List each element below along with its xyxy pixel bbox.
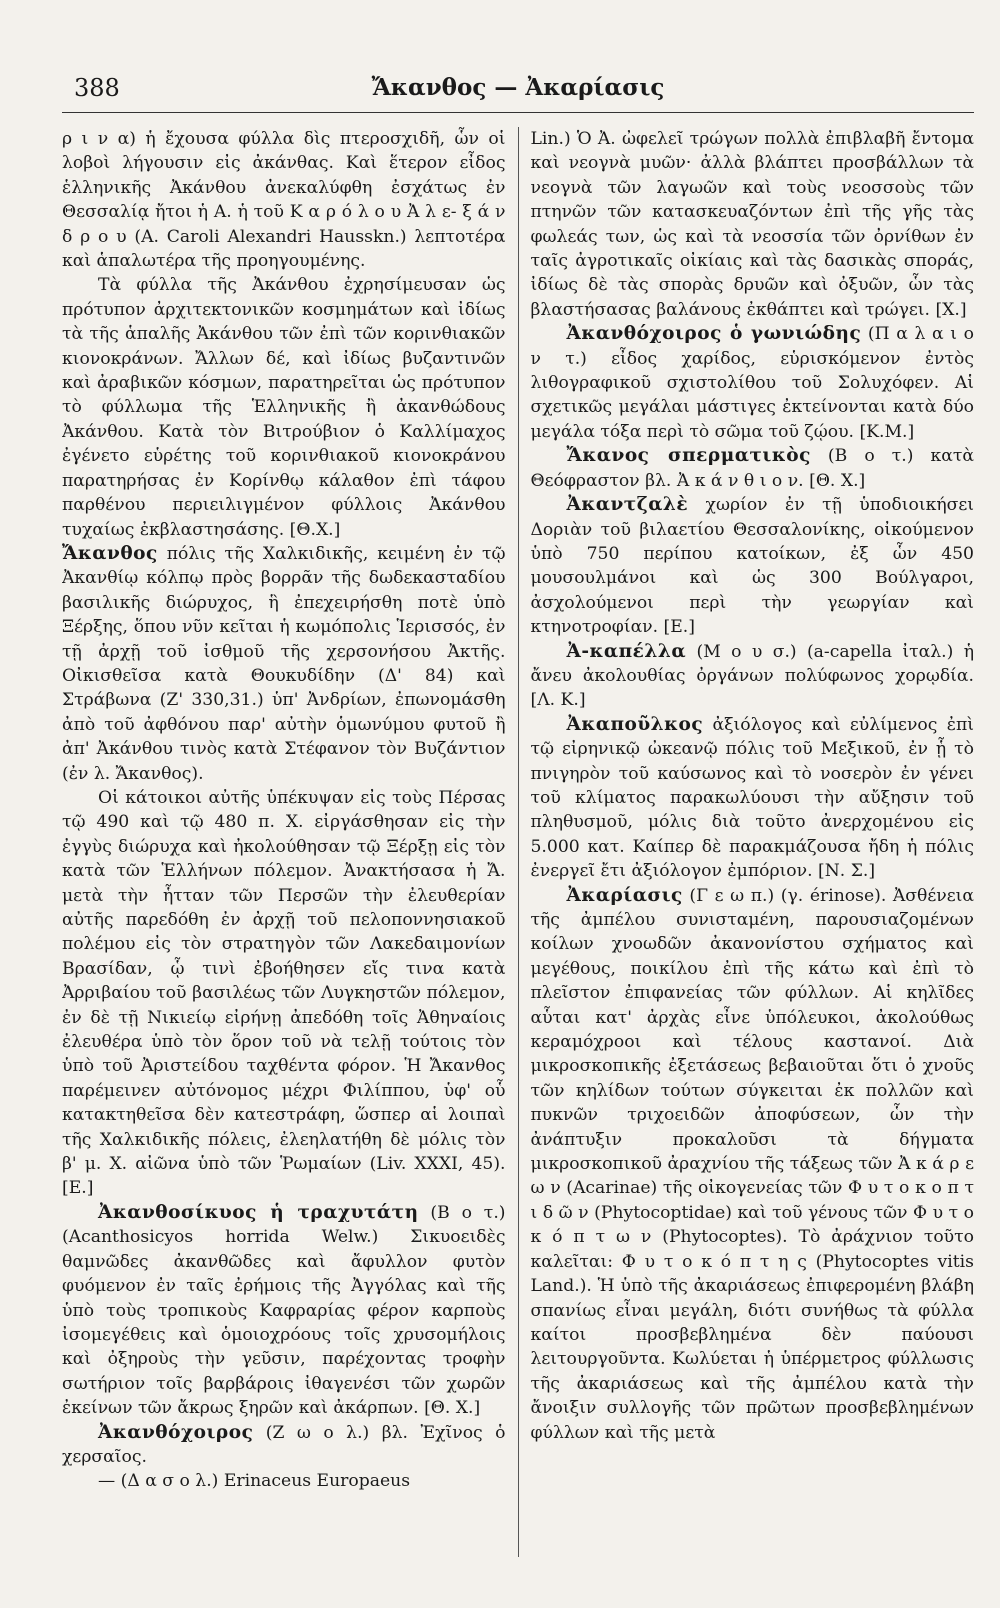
- entry-text: πόλις τῆς Χαλκιδικῆς, κειμένη ἐν τῷ Ἀκανθίῳ κόλπῳ πρὸς βορρᾶν τῆς δωδεκασταδίου βασιλικῆς διώρυχος, ἣ ἐπεχειρήσθη ποτὲ ὑπὸ Ξέρξης, ὅπου νῦν κεῖται ἡ κωμόπολις Ἱερισσός, ἐν τῇ ἀρχῇ τοῦ ἰσθμοῦ τῆς χερσονήσου Ἀκτῆς. Οἰκισθεῖσα κατὰ Θουκυδίδην (Δ' 84) καὶ Στράβωνα (Ζ' 330,31.) ὑπ' Ἀνδρίων, ἐπωνομάσθη ἀπὸ τοῦ ἀφθόνου παρ' αὐτὴν ὁμωνύμου φυτοῦ ἢ ἀπ' Ἀκάνθου τινὸς κατὰ Στέφανον τὸν Βυζάντιον (ἐν λ. Ἄκανθος).: [62, 543, 506, 784]
- entry-headword: Ἀκαρίασις: [566, 884, 683, 906]
- entry-text: (Γ ε ω π.) (γ. érinose). Ἀσθένεια τῆς ἀμπέλου συνισταμένη, παρουσιαζομένων κοίλων χνοωδῶν ἀκανονίστου σχήματος καὶ μεγέθους, ποικίλου ἐπὶ τῆς κάτω καὶ ἐπὶ τὸ πλεῖστον ἐπιφανείας τῶν φύλλων. Αἱ κηλῖδες αὗται κατ' ἀρχὰς εἶνε ὑπόλευκοι, ἀκολούθως κεραμόχροοι καὶ τέλους καστανοί. Διὰ μικροσκοπικῆς ἐξετάσεως βεβαιοῦται ὅτι ὁ χνοῦς τῶν κηλίδων τούτων σύγκειται ἐκ πολλῶν καὶ πυκνῶν τριχοειδῶν ἀποφύσεων, ὧν τὴν ἀνάπτυξιν προκαλοῦσι τὰ δήγματα μικροσκοπικοῦ ἀραχνίου τῆς τάξεως τῶν Ἀ κ ά ρ ε ω ν (Acarinae) τῆς οἰκογενείας τῶν Φ υ τ ο κ ο π τ ι δ ῶ ν (Phytocoptidae) καὶ τοῦ γένους τῶν Φ υ τ ο κ ό π τ ω ν (Phytocoptes). Τὸ ἀράχνιον τοῦτο καλεῖται: Φ υ τ ο κ ό π τ η ς (Phytocoptes vitis Land.). Ἡ ὑπὸ τῆς ἀκαριάσεως ἐπιφερομένη βλάβη σπανίως εἶναι μεγάλη, διότι συνήθως τὰ φύλλα καίτοι προσβεβλημένα δὲν παύουσι λειτουργοῦντα. Κωλύεται ἡ ὑπέρμετρος φύλλωσις τῆς ἀκαριάσεως καὶ τῆς ἀμπέλου κατὰ τὴν ἄνοιξιν συλλογῆς τῶν πρῶτων προσβεβλημένων φύλλων καὶ τῆς μετὰ: [530, 885, 974, 1443]
- dictionary-entry: [62, 1421, 506, 1470]
- entry-text: (Ζ ω ο λ.) βλ. Ἐχῖνος ὁ χερσαῖος.: [62, 1422, 506, 1467]
- entry-text: ἀξιόλογος καὶ εὐλίμενος ἐπὶ τῷ εἰρηνικῷ ὠκεανῷ πόλις τοῦ Μεξικοῦ, ἐν ᾗ τὸ πνιγηρὸν τοῦ καύσωνος καὶ τὸ νοσερὸν ἐν γένει τοῦ κλίματος παρακωλύουσι τὴν αὔξησιν τοῦ πληθυσμοῦ, μόλις διὰ τοῦτο ἀνερχομένου εἰς 5.000 κατ. Καίπερ δὲ παρακμάζουσα ἤδη ἡ πόλις ἐνεργεῖ ἔτι ἀξιόλογον ἐμπόριον. [Ν. Σ.]: [530, 714, 974, 882]
- dictionary-entry: [62, 786, 506, 1201]
- dictionary-entry: [62, 542, 506, 786]
- entry-headword: Ἄκανος σπερματικὸς: [566, 445, 811, 467]
- entry-headword: Ἀκαντζαλὲ: [566, 494, 689, 516]
- entry-headword: Ἄκανθος: [62, 542, 158, 564]
- entry-text: ρ ι ν α) ἡ ἔχουσα φύλλα δὶς πτεροσχιδῆ, ὧν οἱ λοβοὶ λήγουσιν εἰς ἀκάνθας. Καὶ ἕτερον εἶδος ἑλληνικῆς Ἀκάνθου ἀνεκαλύφθη ἐσχάτως ἐν Θεσσαλίᾳ ἤτοι ἡ Α. ἡ τοῦ Κ α ρ ό λ ο υ Ἀ λ ε- ξ ά ν δ ρ ο υ (A. Caroli Alexandri Hausskn.) λεπτοτέρα καὶ ἁπαλωτέρα τῆς προηγουμένης.: [62, 129, 506, 272]
- entry-headword: Ἀκαποῦλκος: [566, 713, 704, 735]
- entry-text: Lin.) Ὁ Ἀ. ὠφελεῖ τρώγων πολλὰ ἐπιβλαβῆ ἔντομα καὶ νεογνὰ μυῶν· ἀλλὰ βλάπτει προσβάλλων τὰ νεογνὰ τῶν λαγωῶν καὶ τοὺς νεοσσοὺς τῶν πτηνῶν τῶν κατασκευαζόντων ἐπὶ τῆς γῆς τὰς φωλεάς των, ὡς καὶ τὰ νεοσσία τῶν ὀρνίθων ἐν ταῖς ἀγροτικαῖς οἰκίαις καὶ τὰς δασικὰς σποράς, ἰδίως δὲ τὰς σπορὰς δρυῶν καὶ ὀξυῶν, ὧν τὰς βλαστήσασας βαλάνους ἐκθάπτει καὶ τρώγει. [Χ.]: [530, 129, 974, 320]
- dictionary-entry: [62, 273, 506, 541]
- entry-text: (Μ ο υ σ.) (a-capella ἰταλ.) ἡ ἄνευ ἀκολουθίας ὀργάνων πολύφωνος χορῳδία. [Λ. Κ.]: [530, 641, 974, 711]
- dictionary-entry: [62, 1201, 506, 1421]
- dictionary-entry: [531, 493, 975, 639]
- dictionary-entry: [62, 1469, 506, 1493]
- entry-headword: Ἀκανθόχοιρος: [98, 1421, 254, 1443]
- dictionary-entry: [531, 640, 975, 713]
- entry-headword: Ἀκανθόχοιρος ὁ γωνιώδης: [566, 323, 862, 345]
- entry-headword: Ἀ-καπέλλα: [566, 640, 687, 662]
- entry-text: (Β ο τ.) (Acanthosicyos horrida Welw.) Σικυοειδὲς θαμνῶδες ἀκανθῶδες καὶ ἄφυλλον φυτὸν φυόμενον ἐν ταῖς ἐρήμοις τῆς Ἀγγόλας καὶ τῆς ὑπὸ τοὺς τροπικοὺς Καφραρίας φέρον καρποὺς ἰσομεγέθεις καὶ ὁμοιοχρόους τοῖς χρυσομήλοις καὶ ὀξηροὺς τὴν γεῦσιν, παρέχοντας τροφὴν σωτήριον τοῖς βαρβάροις ἰθαγενέσι τῶν χωρῶν ἐκείνων τῶν ἄκρως ξηρῶν καὶ ἀκάρπων. [Θ. Χ.]: [62, 1202, 506, 1419]
- dictionary-entry: [531, 713, 975, 884]
- entry-text: (Π α λ α ι ο ν τ.) εἶδος χαρίδος, εὑρισκόμενον ἐντὸς λιθογραφικοῦ σχιστολίθου τοῦ Σολυχόφεν. Αἱ σχετικῶς μεγάλαι μάστιγες ἐκτείνονται κατὰ δύο μεγάλα τόξα περὶ τὸ σῶμα τοῦ ζῴου. [Κ.Μ.]: [530, 324, 974, 442]
- entry-text: (Β ο τ.) κατὰ Θεόφραστον βλ. Ἀ κ ά ν θ ι ο ν. [Θ. Χ.]: [530, 446, 974, 491]
- dictionary-entry: [62, 127, 506, 273]
- entry-text: Οἱ κάτοικοι αὐτῆς ὑπέκυψαν εἰς τοὺς Πέρσας τῷ 490 καὶ τῷ 480 π. Χ. εἰργάσθησαν εἰς τὴν ἐγγὺς διώρυχα καὶ ἠκολούθησαν τῷ Ξέρξῃ εἰς τὸν κατὰ τῶν Ἑλλήνων πόλεμον. Ἀνακτήσασα ἡ Ἄ. μετὰ τὴν ἧτταν τῶν Περσῶν τὴν ἐλευθερίαν αὐτῆς παρεδόθη ἐν ἀρχῇ τοῦ πελοποννησιακοῦ πολέμου εἰς τὸν στρατηγὸν τῶν Λακεδαιμονίων Βρασίδαν, ᾧ τινὶ ἐβοήθησεν εἴς τινα κατὰ Ἀρριβαίου τοῦ βασιλέως τῶν Λυγκηστῶν πόλεμον, ἐν δὲ τῇ Νικιείῳ εἰρήνῃ ἀπεδόθη τοῖς Ἀθηναίοις ἐλευθέρα ὑπὸ τὸν ὅρον τοῦ νὰ τελῇ τούτοις τὸν ὑπὸ τοῦ Ἀριστείδου ταχθέντα φόρον. Ἡ Ἄκανθος παρέμεινεν αὐτόνομος μέχρι Φιλίππου, ὑφ' οὗ κατακτηθεῖσα δὲν κατεστράφη, ὥσπερ αἱ λοιπαὶ τῆς Χαλκιδικῆς πόλεις, ἐλεηλατήθη δὲ μόλις τὸν β' μ. Χ. αἰῶνα ὑπὸ τῶν Ῥωμαίων (Liv. XXXI, 45). [Ε.]: [62, 787, 506, 1199]
- entry-text: — (Δ α σ ο λ.) Erinaceus Europaeus: [98, 1471, 411, 1492]
- page-header: [62, 62, 974, 113]
- entry-text: χωρίον ἐν τῇ ὑποδιοικήσει Δοριὰν τοῦ βιλαετίου Θεσσαλονίκης, οἰκούμενον ὑπὸ 750 περίπου κατοίκων, ἐξ ὧν 450 μουσουλμάνοι καὶ ὡς 300 Βούλγαροι, ἀσχολούμενοι περὶ τὴν γεωργίαν καὶ κτηνοτροφίαν. [Ε.]: [530, 495, 974, 638]
- running-head: Ἄκανθος — Ἀκαρίασις: [371, 74, 665, 101]
- entry-text: Τὰ φύλλα τῆς Ἀκάνθου ἐχρησίμευσαν ὡς πρότυπον ἀρχιτεκτονικῶν κοσμημάτων καὶ ἰδίως τὰ τῆς ἁπαλῆς Ἀκάνθου τῶν ἐπὶ τῶν κορινθιακῶν κιονοκράνων. Ἄλλων δέ, καὶ ἰδίως βυζαντινῶν καὶ ἀραβικῶν κόσμων, παρατηρεῖται ὡς πρότυπον τὸ φύλλωμα τῆς Ἑλληνικῆς ἢ ἀκανθώδους Ἀκάνθου. Κατὰ τὸν Βιτρούβιον ὁ Καλλίμαχος ἐγένετο εὑρέτης τοῦ κορινθιακοῦ κιονοκράνου παρατηρήσας ἐν Κορίνθῳ κάλαθον ἐπὶ τάφου παρθένου περιειλιγμένον φύλλοις Ἀκάνθου τυχαίως ἐκβλαστησάσης. [Θ.Χ.]: [62, 275, 506, 540]
- right-column: [518, 127, 975, 1557]
- entry-headword: Ἀκανθοσίκυος ἡ τραχυτάτη: [98, 1201, 419, 1223]
- dictionary-entry: [531, 884, 975, 1445]
- left-column: [62, 127, 518, 1557]
- dictionary-entry: [531, 127, 975, 322]
- page-number: 388: [74, 74, 120, 102]
- dictionary-entry: [531, 444, 975, 493]
- dictionary-entry: [531, 322, 975, 444]
- text-columns: [62, 127, 974, 1557]
